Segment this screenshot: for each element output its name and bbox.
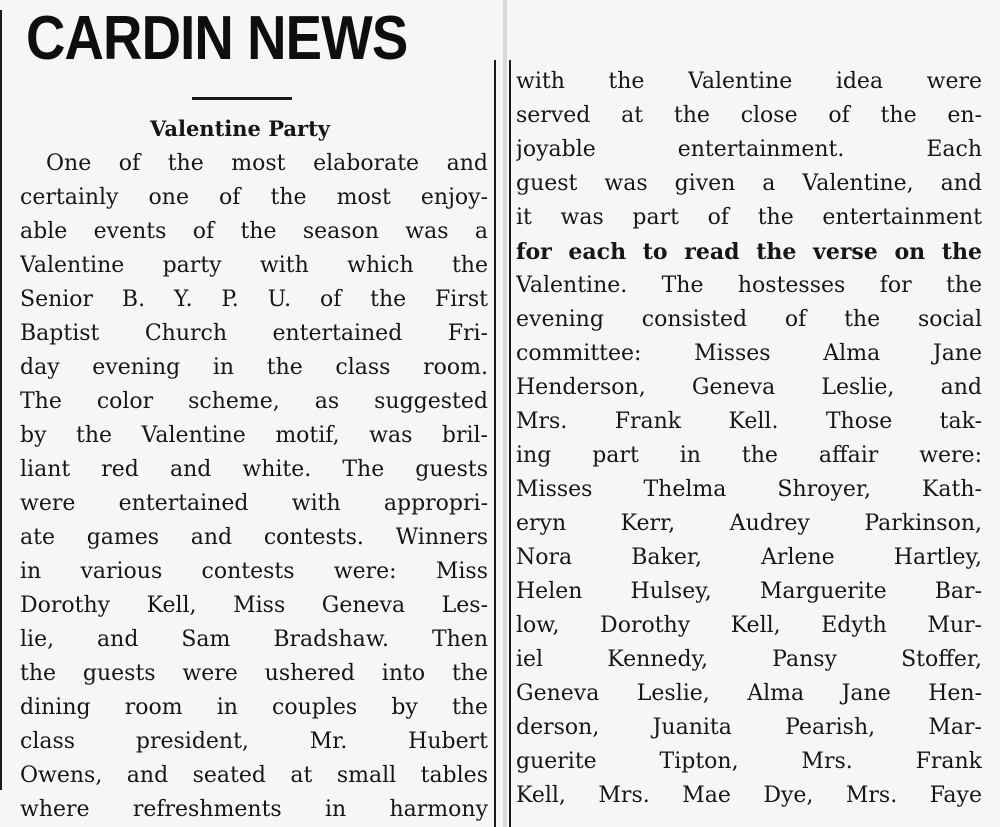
column-rule	[494, 60, 496, 827]
article-headline: Valentine Party	[150, 116, 330, 141]
text-line: Senior B. Y. P. U. of the First	[20, 287, 488, 312]
masthead: CARDIN NEWS	[26, 4, 408, 73]
text-line: where refreshments in harmony	[20, 797, 488, 822]
right-clipping	[507, 0, 1000, 827]
text-line: iel Kennedy, Pansy Stoffer,	[516, 647, 982, 672]
text-line: eryn Kerr, Audrey Parkinson,	[516, 511, 982, 536]
text-line: low, Dorothy Kell, Edyth Mur-	[516, 613, 982, 638]
text-line: Kell, Mrs. Mae Dye, Mrs. Faye	[516, 783, 982, 808]
text-line: Helen Hulsey, Marguerite Bar-	[516, 579, 982, 604]
text-line: Geneva Leslie, Alma Jane Hen-	[516, 681, 982, 706]
text-line: the guests were ushered into the	[20, 661, 488, 686]
left-column-text	[20, 147, 488, 827]
text-line: derson, Juanita Pearish, Mar-	[516, 715, 982, 740]
text-line: guerite Tipton, Mrs. Frank	[516, 749, 982, 774]
text-line: Mrs. Frank Kell. Those tak-	[516, 409, 982, 434]
text-line: were entertained with appropri-	[20, 491, 488, 516]
text-line: The color scheme, as suggested	[20, 389, 488, 414]
text-line: day evening in the class room.	[20, 355, 488, 380]
text-line: guest was given a Valentine, and	[516, 171, 982, 196]
right-column-rule	[509, 60, 511, 827]
text-line: ate games and contests. Winners	[20, 525, 488, 550]
text-line: it was part of the entertainment	[516, 205, 982, 230]
text-line: committee: Misses Alma Jane	[516, 341, 982, 366]
text-line: class president, Mr. Hubert	[20, 729, 488, 754]
text-line: Misses Thelma Shroyer, Kath-	[516, 477, 982, 502]
right-column-text	[516, 65, 982, 813]
text-line: lie, and Sam Bradshaw. Then	[20, 627, 488, 652]
text-line: served at the close of the en-	[516, 103, 982, 128]
text-line: dining room in couples by the	[20, 695, 488, 720]
text-line: with the Valentine idea were	[516, 69, 982, 94]
text-line: certainly one of the most enjoy-	[20, 185, 488, 210]
text-line: Nora Baker, Arlene Hartley,	[516, 545, 982, 570]
text-line: evening consisted of the social	[516, 307, 982, 332]
text-line: able events of the season was a	[20, 219, 488, 244]
text-line: Valentine party with which the	[20, 253, 488, 278]
text-line: Valentine. The hostesses for the	[516, 273, 982, 298]
text-line: liant red and white. The guests	[20, 457, 488, 482]
text-line: in various contests were: Miss	[20, 559, 488, 584]
text-line: by the Valentine motif, was bril-	[20, 423, 488, 448]
text-line: Henderson, Geneva Leslie, and	[516, 375, 982, 400]
text-line: One of the most elaborate and	[46, 151, 488, 176]
text-line: Baptist Church entertained Fri-	[20, 321, 488, 346]
text-line: Owens, and seated at small tables	[20, 763, 488, 788]
headline-divider	[192, 97, 292, 100]
text-line: ing part in the affair were:	[516, 443, 982, 468]
text-line: joyable entertainment. Each	[516, 137, 982, 162]
text-line: Dorothy Kell, Miss Geneva Les-	[20, 593, 488, 618]
text-line: for each to read the verse on the	[516, 239, 982, 265]
